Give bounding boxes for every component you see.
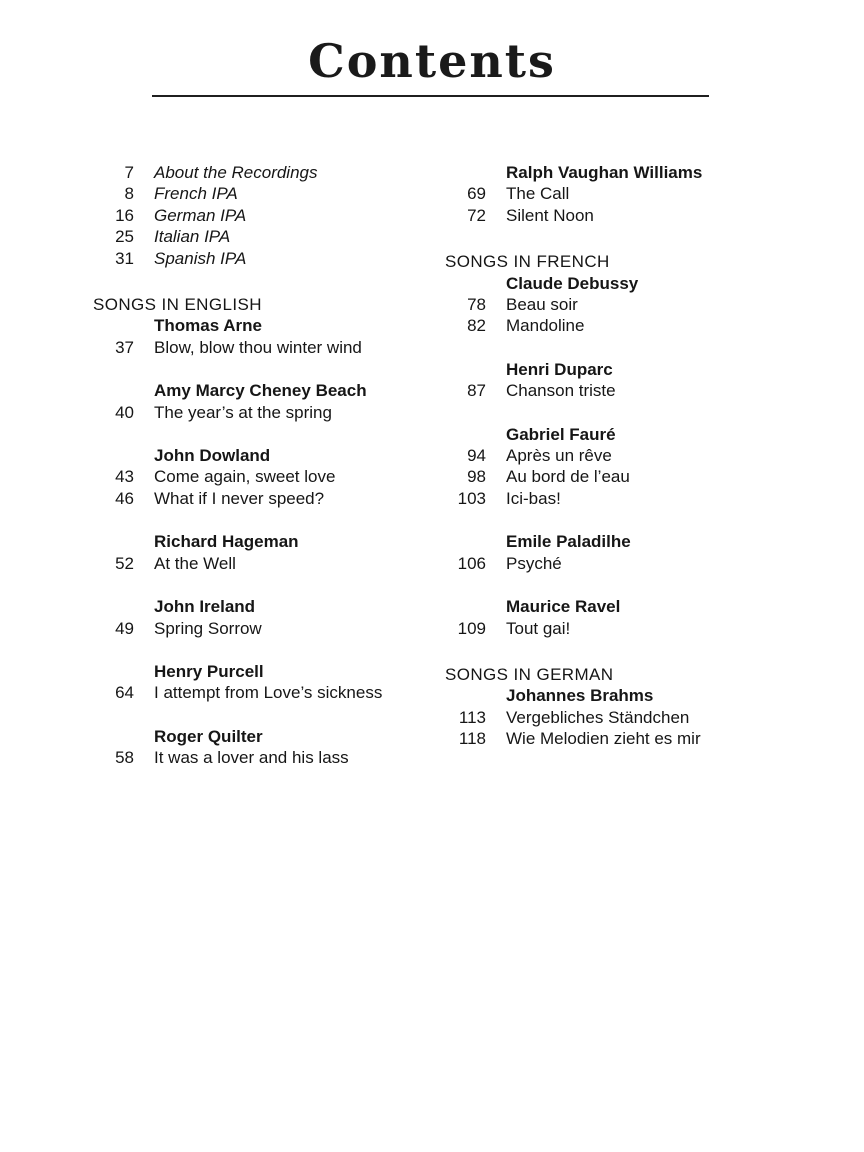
toc-entry [442, 618, 794, 639]
entry-page-number: 46 [115, 488, 134, 508]
entry-page-number: 72 [467, 205, 486, 225]
composer-name: Claude Debussy [506, 273, 639, 293]
entry-page-number: 16 [115, 205, 134, 225]
entry-page-number: 103 [457, 488, 486, 508]
entry-title: Silent Noon [506, 205, 594, 225]
entry-page-number: 106 [457, 553, 486, 573]
entry-title: The year’s at the spring [154, 402, 332, 422]
toc-entry [90, 618, 442, 639]
entry-title: Après un rêve [506, 446, 612, 466]
entry-page-number: 40 [115, 402, 134, 422]
composer-group [442, 162, 794, 226]
toc-entry [90, 402, 442, 423]
toc-entry [442, 380, 794, 401]
entry-title: Tout gai! [506, 618, 571, 638]
composer-name: Henri Duparc [506, 359, 613, 379]
toc-entry [90, 248, 442, 269]
entry-page-number: 98 [467, 467, 486, 487]
composer-group [442, 273, 794, 337]
entry-page-number: 8 [124, 184, 134, 204]
toc-entry [90, 553, 442, 574]
composer-name: Henry Purcell [154, 661, 264, 681]
title-divider [152, 95, 709, 97]
toc-entry [90, 337, 442, 358]
toc-entry [442, 728, 794, 749]
entry-page-number: 94 [467, 446, 486, 466]
toc-entry [442, 294, 794, 315]
entry-page-number: 58 [115, 748, 134, 768]
entry-title: French IPA [154, 184, 238, 204]
entry-page-number: 37 [115, 337, 134, 357]
entry-page-number: 43 [115, 467, 134, 487]
page-title: Contents [308, 34, 556, 88]
entry-title: Ici-bas! [506, 488, 561, 508]
composer-name: Amy Marcy Cheney Beach [154, 381, 367, 401]
entry-page-number: 113 [458, 707, 486, 727]
entry-page-number: 49 [115, 618, 134, 638]
section-heading: SONGS IN FRENCH [445, 252, 610, 272]
entry-page-number: 52 [115, 553, 134, 573]
toc-entry [90, 205, 442, 226]
composer-group [90, 661, 442, 704]
composer-name: Ralph Vaughan Williams [506, 163, 703, 182]
toc-column-right [442, 162, 794, 750]
toc-entry [90, 183, 442, 204]
toc-entry [90, 682, 442, 703]
entry-title: I attempt from Love’s sickness [154, 683, 383, 703]
composer-name: Gabriel Fauré [506, 424, 616, 444]
toc-entry [442, 553, 794, 574]
entry-title: About the Recordings [154, 163, 318, 182]
entry-title: At the Well [154, 553, 236, 573]
entry-title: What if I never speed? [154, 488, 325, 508]
toc-entry [442, 488, 794, 509]
composer-name: Richard Hageman [154, 532, 299, 552]
composer-group [90, 445, 442, 509]
toc-entry [90, 162, 442, 183]
composer-group [90, 380, 442, 423]
entry-title: Spring Sorrow [154, 618, 262, 638]
composer-name: John Dowland [154, 446, 271, 466]
entry-title: Chanson triste [506, 381, 616, 401]
entry-title: Mandoline [506, 316, 585, 336]
section-heading: SONGS IN ENGLISH [93, 295, 262, 315]
composer-group [442, 596, 794, 639]
entry-page-number: 118 [458, 729, 486, 749]
toc-entry [442, 707, 794, 728]
entry-page-number: 64 [115, 683, 134, 703]
entry-title: Psyché [506, 553, 562, 573]
entry-page-number: 7 [124, 163, 134, 182]
entry-title: Italian IPA [154, 227, 231, 247]
entry-page-number: 78 [467, 295, 486, 315]
entry-page-number: 25 [115, 227, 134, 247]
composer-name: Emile Paladilhe [506, 532, 631, 552]
composer-group [442, 685, 794, 749]
toc-entry [442, 183, 794, 204]
toc-entry [442, 205, 794, 226]
entry-title: Spanish IPA [154, 248, 247, 268]
entry-page-number: 82 [467, 316, 486, 336]
composer-name: Thomas Arne [154, 316, 263, 336]
entry-title: Au bord de l’eau [506, 467, 630, 487]
toc-entry [442, 315, 794, 336]
composer-name: Roger Quilter [154, 726, 263, 746]
entry-page-number: 31 [115, 248, 134, 268]
entry-page-number: 109 [457, 618, 486, 638]
entry-title: German IPA [154, 205, 247, 225]
section-heading: SONGS IN GERMAN [445, 664, 614, 684]
composer-group [442, 531, 794, 574]
entry-title: It was a lover and his lass [154, 748, 349, 768]
frontmatter-list [90, 162, 442, 269]
toc-entry [90, 747, 442, 768]
toc-entry [90, 488, 442, 509]
toc-entry [90, 466, 442, 487]
toc-entry [442, 466, 794, 487]
composer-group [442, 359, 794, 402]
composer-name: Johannes Brahms [506, 686, 654, 706]
composer-group [442, 424, 794, 510]
composer-group [90, 315, 442, 358]
toc-column-left [90, 162, 442, 769]
entry-page-number: 69 [467, 184, 486, 204]
entry-page-number: 87 [467, 381, 486, 401]
entry-title: Come again, sweet love [154, 467, 336, 487]
composer-group [90, 596, 442, 639]
composer-name: John Ireland [154, 597, 256, 617]
composer-name: Maurice Ravel [506, 597, 621, 617]
composer-group [90, 726, 442, 769]
entry-title: Vergebliches Ständchen [506, 707, 690, 727]
entry-title: Wie Melodien zieht es mir [506, 729, 701, 749]
toc-entry [90, 226, 442, 247]
entry-title: Blow, blow thou winter wind [154, 337, 362, 357]
entry-title: The Call [506, 184, 570, 204]
entry-title: Beau soir [506, 295, 578, 315]
composer-group [90, 531, 442, 574]
toc-entry [442, 445, 794, 466]
